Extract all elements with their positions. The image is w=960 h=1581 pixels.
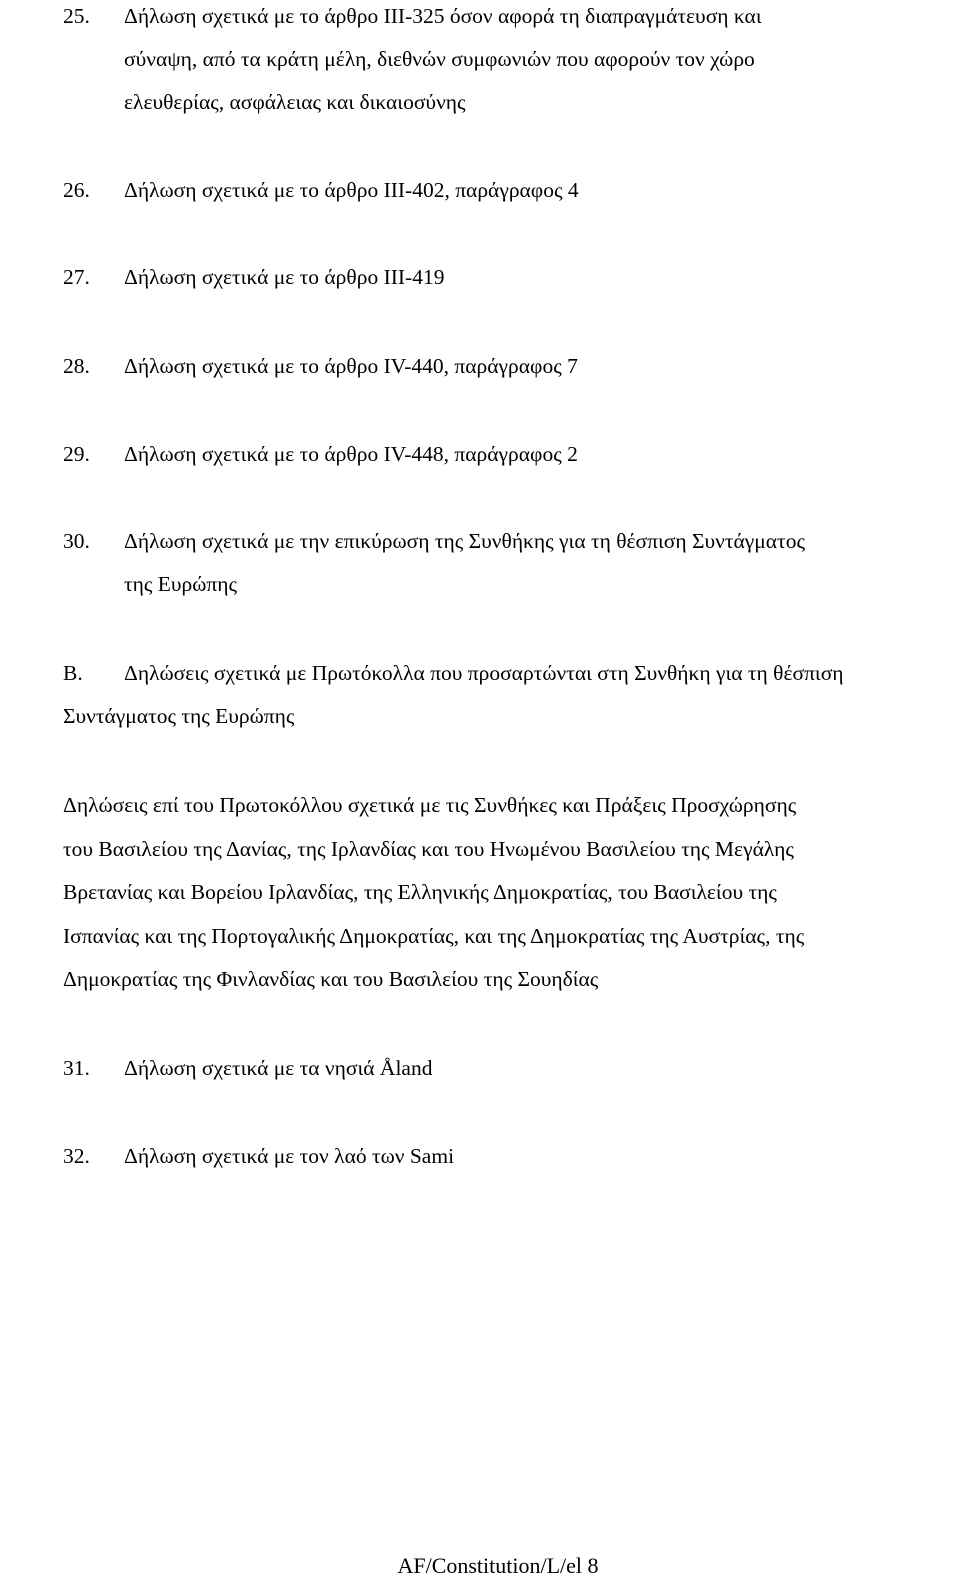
item-number: 31. [63,1056,90,1080]
paragraph-line: Ισπανίας και της Πορτογαλικής Δημοκρατίας, και της Δημοκρατίας της Αυστρίας, της [63,924,805,948]
item-number: 30. [63,529,90,553]
item-text-line: σύναψη, από τα κράτη μέλη, διεθνών συμφωνιών που αφορούν τον χώρο [124,47,755,71]
section-letter: B. [63,661,83,685]
item-text-line: Δήλωση σχετικά με το άρθρο III-402, παράγραφος 4 [124,178,579,202]
item-number: 25. [63,4,90,28]
item-number: 32. [63,1144,90,1168]
item-text-line: της Ευρώπης [124,572,238,596]
paragraph-line: Δηλώσεις επί του Πρωτοκόλλου σχετικά με τις Συνθήκες και Πράξεις Προσχώρησης [63,793,797,817]
item-text-line: Δήλωση σχετικά με το άρθρο III-325 όσον αφορά τη διαπραγμάτευση και [124,4,762,28]
item-text-line: Δήλωση σχετικά με το άρθρο III-419 [124,265,445,289]
item-text-line: Δήλωση σχετικά με την επικύρωση της Συνθήκης για τη θέσπιση Συντάγματος [124,529,805,553]
section-heading-line: Δηλώσεις σχετικά με Πρωτόκολλα που προσαρτώνται στη Συνθήκη για τη θέσπιση [124,661,844,685]
item-text-line: Δήλωση σχετικά με το άρθρο IV-448, παράγραφος 2 [124,442,578,466]
item-number: 28. [63,354,90,378]
item-text-line: Δήλωση σχετικά με το άρθρο IV-440, παράγραφος 7 [124,354,578,378]
item-number: 27. [63,265,90,289]
item-text-line: ελευθερίας, ασφάλειας και δικαιοσύνης [124,90,466,114]
paragraph-line: Δημοκρατίας της Φινλανδίας και του Βασιλείου της Σουηδίας [63,967,599,991]
section-heading-line: Συντάγματος της Ευρώπης [63,704,295,728]
paragraph-line: Βρετανίας και Βορείου Ιρλανδίας, της Ελληνικής Δημοκρατίας, του Βασιλείου της [63,880,777,904]
paragraph-line: του Βασιλείου της Δανίας, της Ιρλανδίας και του Ηνωμένου Βασιλείου της Μεγάλης [63,837,794,861]
item-text-line: Δήλωση σχετικά με τον λαό των Sami [124,1144,455,1168]
item-number: 29. [63,442,90,466]
page-footer: AF/Constitution/L/el 8 [397,1553,599,1578]
item-number: 26. [63,178,90,202]
item-text-line: Δήλωση σχετικά με τα νησιά Åland [124,1056,433,1080]
